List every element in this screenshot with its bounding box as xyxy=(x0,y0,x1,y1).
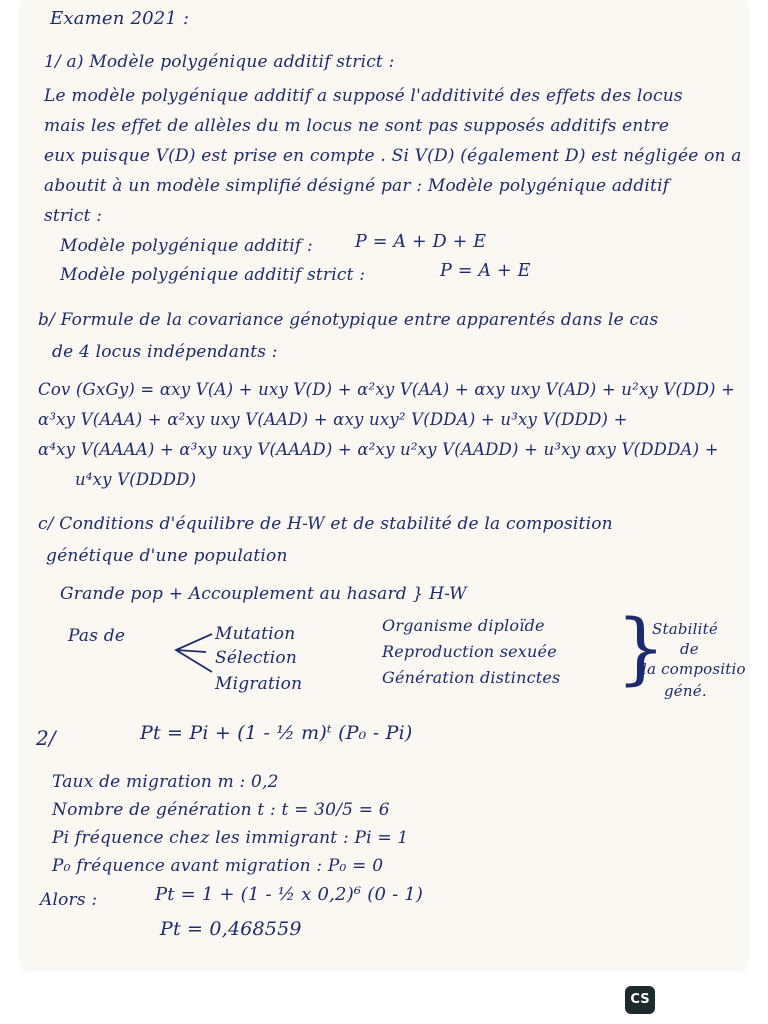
q1a-line-4: aboutit à un modèle simplifié désigné par : Modèle polygénique additif xyxy=(44,176,670,196)
stability-line-2: de xyxy=(680,640,699,658)
item-organisme: Organisme diploïde xyxy=(382,616,545,635)
item-generation: Génération distinctes xyxy=(382,668,561,687)
q2-line-1: Taux de migration m : 0,2 xyxy=(52,772,279,792)
item-mutation: Mutation xyxy=(215,624,296,644)
q1b-heading-2: de 4 locus indépendants : xyxy=(52,342,278,362)
q1b-heading: b/ Formule de la covariance génotypique entre apparentés dans le cas xyxy=(38,310,659,330)
model2-label: Modèle polygénique additif strict : xyxy=(60,265,366,285)
item-reproduction: Reproduction sexuée xyxy=(382,642,557,661)
camscanner-logo: CS xyxy=(625,986,655,1014)
q2-line-3: Pi fréquence chez les immigrant : Pi = 1 xyxy=(52,828,409,848)
q1a-line-1: Le modèle polygénique additif a supposé l'additivité des effets des locus xyxy=(44,86,683,106)
covariance-line-3: α⁴xy V(AAAA) + α³xy uxy V(AAAD) + α²xy u²xy V(AADD) + u³xy αxy V(DDDA) + xyxy=(38,440,719,459)
q1c-heading: c/ Conditions d'équilibre de H-W et de stabilité de la composition xyxy=(38,514,613,534)
q1a-heading: 1/ a) Modèle polygénique additif strict : xyxy=(44,52,395,72)
q2-calculation: Pt = 1 + (1 - ½ x 0,2)⁶ (0 - 1) xyxy=(155,884,424,905)
stability-line-1: Stabilité xyxy=(652,620,718,638)
q2-formula: Pt = Pi + (1 - ½ m)ᵗ (P₀ - Pi) xyxy=(140,722,413,744)
hw-conditions: Grande pop + Accouplement au hasard } H-W xyxy=(60,584,467,604)
stability-line-4: géné. xyxy=(664,682,707,700)
covariance-line-4: u⁴xy V(DDDD) xyxy=(75,470,197,489)
pas-de-label: Pas de xyxy=(68,626,126,646)
q1a-line-2: mais les effet de allèles du m locus ne sont pas supposés additifs entre xyxy=(44,116,670,136)
model1-equation: P = A + D + E xyxy=(355,232,487,252)
q1a-line-3: eux puisque V(D) est prise en compte . Si V(D) (également D) est négligée on a xyxy=(44,146,742,166)
q2-label: 2/ xyxy=(36,726,56,750)
covariance-line-2: α³xy V(AAA) + α²xy uxy V(AAD) + αxy uxy² V(DDA) + u³xy V(DDD) + xyxy=(38,410,628,429)
curly-brace-icon: } xyxy=(616,604,666,694)
item-migration: Migration xyxy=(215,674,303,694)
q2-line-2: Nombre de génération t : t = 30/5 = 6 xyxy=(52,800,390,820)
model2-equation: P = A + E xyxy=(440,261,531,281)
item-selection: Sélection xyxy=(215,648,297,668)
q1a-line-5: strict : xyxy=(44,206,103,226)
model1-label: Modèle polygénique additif : xyxy=(60,236,313,256)
arrow-icon xyxy=(170,628,220,678)
covariance-line-1: Cov (GxGy) = αxy V(A) + uxy V(D) + α²xy V(AA) + αxy uxy V(AD) + u²xy V(DD) + xyxy=(38,380,736,399)
q2-result: Pt = 0,468559 xyxy=(160,918,302,940)
q1c-heading-2: génétique d'une population xyxy=(46,546,288,566)
exam-title: Examen 2021 : xyxy=(50,8,190,29)
alors-label: Alors : xyxy=(40,890,98,910)
q2-line-4: P₀ fréquence avant migration : P₀ = 0 xyxy=(52,856,384,876)
stability-line-3: la compositio xyxy=(642,660,746,678)
